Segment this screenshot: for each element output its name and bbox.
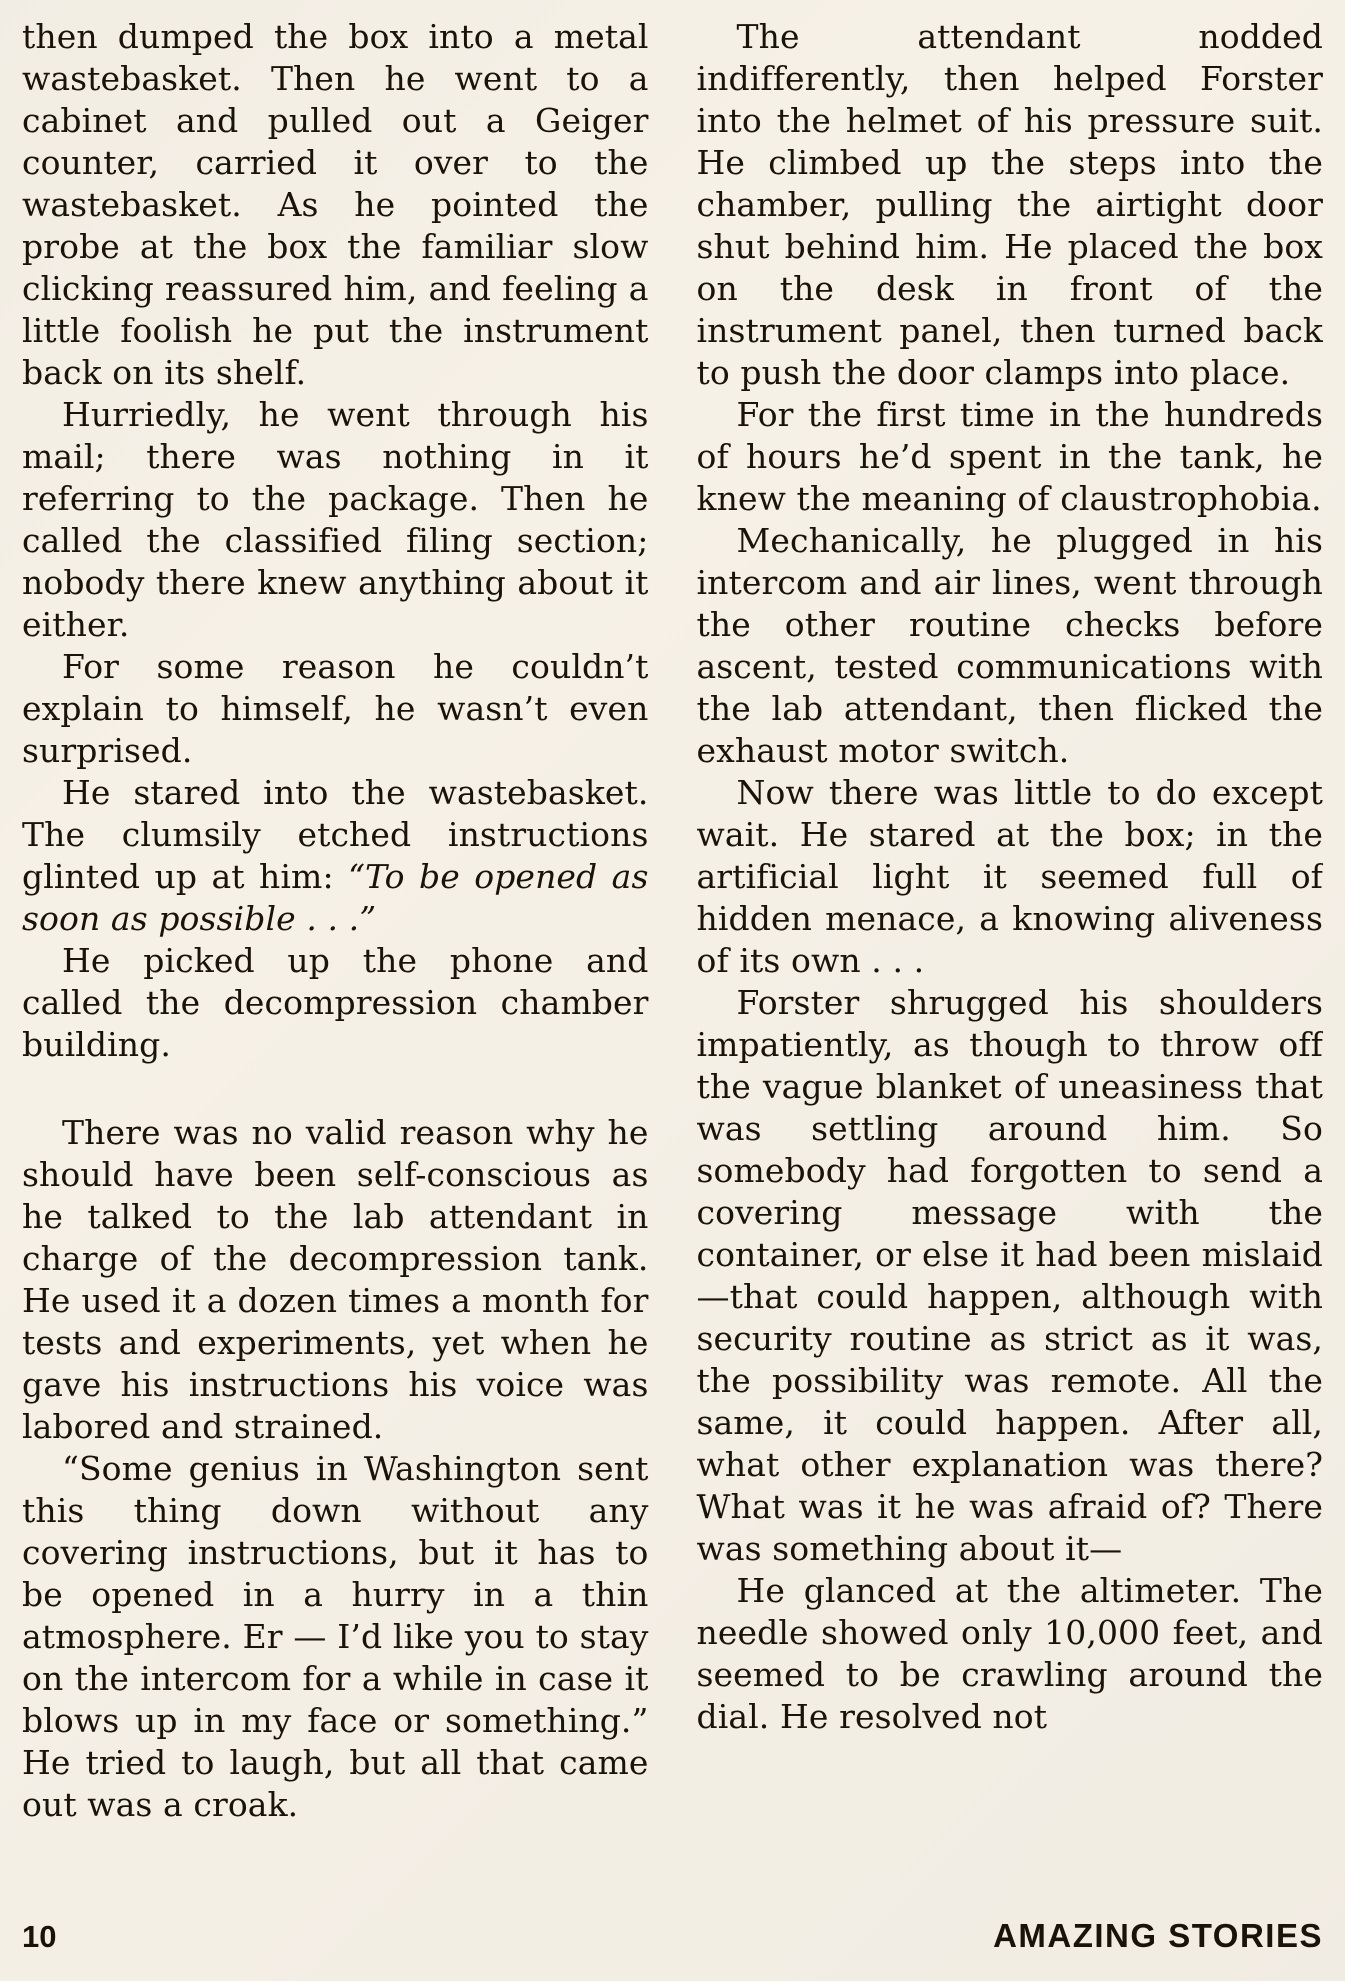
paragraph bbox=[22, 1112, 649, 1448]
paragraph bbox=[22, 646, 649, 772]
text-run: “Some genius in Washington sent this thing down without any covering instructions, but it has to be opened in a hurry in a thin atmosphere. Er — I’d like you to stay on the intercom for a while in case it blows up in my face or something.” He tried to laugh, but all that came out was a croak. bbox=[22, 1449, 649, 1824]
paragraph bbox=[697, 982, 1324, 1570]
paragraph bbox=[697, 1570, 1324, 1738]
text-run: He glanced at the altimeter. The needle showed only 10,000 feet, and seemed to be crawling around the dial. He resolved not bbox=[696, 1571, 1323, 1736]
text-run: For the first time in the hundreds of hours he’d spent in the tank, he knew the meaning of claustrophobia. bbox=[696, 395, 1323, 518]
text-run: There was no valid reason why he should have been self-conscious as he talked to the lab attendant in charge of the decompression tank. He used it a dozen times a month for tests and experiments, yet when he gave his instructions his voice was labored and strained. bbox=[22, 1113, 649, 1446]
paragraph bbox=[22, 16, 649, 394]
page-number: 10 bbox=[22, 1919, 57, 1954]
paragraph bbox=[22, 394, 649, 646]
column-right bbox=[697, 16, 1324, 1903]
paragraph bbox=[22, 940, 649, 1066]
text-run: The attendant nodded indifferently, then helped Forster into the helmet of his pressure suit. He climbed up the steps into the chamber, pulling the airtight door shut behind him. He placed the box on the desk in front of the instrument panel, then turned back to push the door clamps into place. bbox=[696, 17, 1323, 392]
text-run: Now there was little to do except wait. He stared at the box; in the artificial light it seemed full of hidden menace, a knowing aliveness of its own . . . bbox=[696, 773, 1323, 980]
paragraph bbox=[22, 772, 649, 940]
page-footer bbox=[22, 1903, 1323, 1955]
text-run: He stared into the wastebasket. The clumsily etched instructions glinted up at him: bbox=[22, 773, 649, 896]
paragraph bbox=[697, 520, 1324, 772]
paragraph bbox=[697, 394, 1324, 520]
magazine-title: AMAZING STORIES bbox=[993, 1917, 1323, 1954]
paragraph bbox=[22, 1448, 649, 1826]
text-run: Mechanically, he plugged in his intercom and air lines, went through the other routine checks before ascent, tested communications with the lab attendant, then flicked the exhaust motor switch. bbox=[696, 521, 1323, 770]
text-run: Hurriedly, he went through his mail; there was nothing in it referring to the package. Then he called the classified filing section; nobody there knew anything about it either. bbox=[22, 395, 649, 644]
paragraph bbox=[697, 772, 1324, 982]
text-run: Forster shrugged his shoulders impatiently, as though to throw off the vague blanket of uneasiness that was settling around him. So somebody had forgotten to send a covering message with the container, or else it had been mislaid—that could happen, although with security routine as strict as it was, the possibility was remote. All the same, it could happen. After all, what other explanation was there? What was it he was afraid of? There was something about it— bbox=[696, 983, 1323, 1568]
italic-text-run: “To be opened as soon as possible . . .” bbox=[22, 857, 649, 938]
text-run: For some reason he couldn’t explain to himself, he wasn’t even surprised. bbox=[22, 647, 649, 770]
paragraph bbox=[697, 16, 1324, 394]
text-run: He picked up the phone and called the decompression chamber building. bbox=[22, 941, 649, 1064]
column-left bbox=[22, 16, 649, 1903]
text-columns bbox=[22, 16, 1323, 1903]
text-run: then dumped the box into a metal wastebasket. Then he went to a cabinet and pulled out a Geiger counter, carried it over to the wastebasket. As he pointed the probe at the box the familiar slow clicking reassured him, and feeling a little foolish he put the instrument back on its shelf. bbox=[22, 17, 649, 392]
